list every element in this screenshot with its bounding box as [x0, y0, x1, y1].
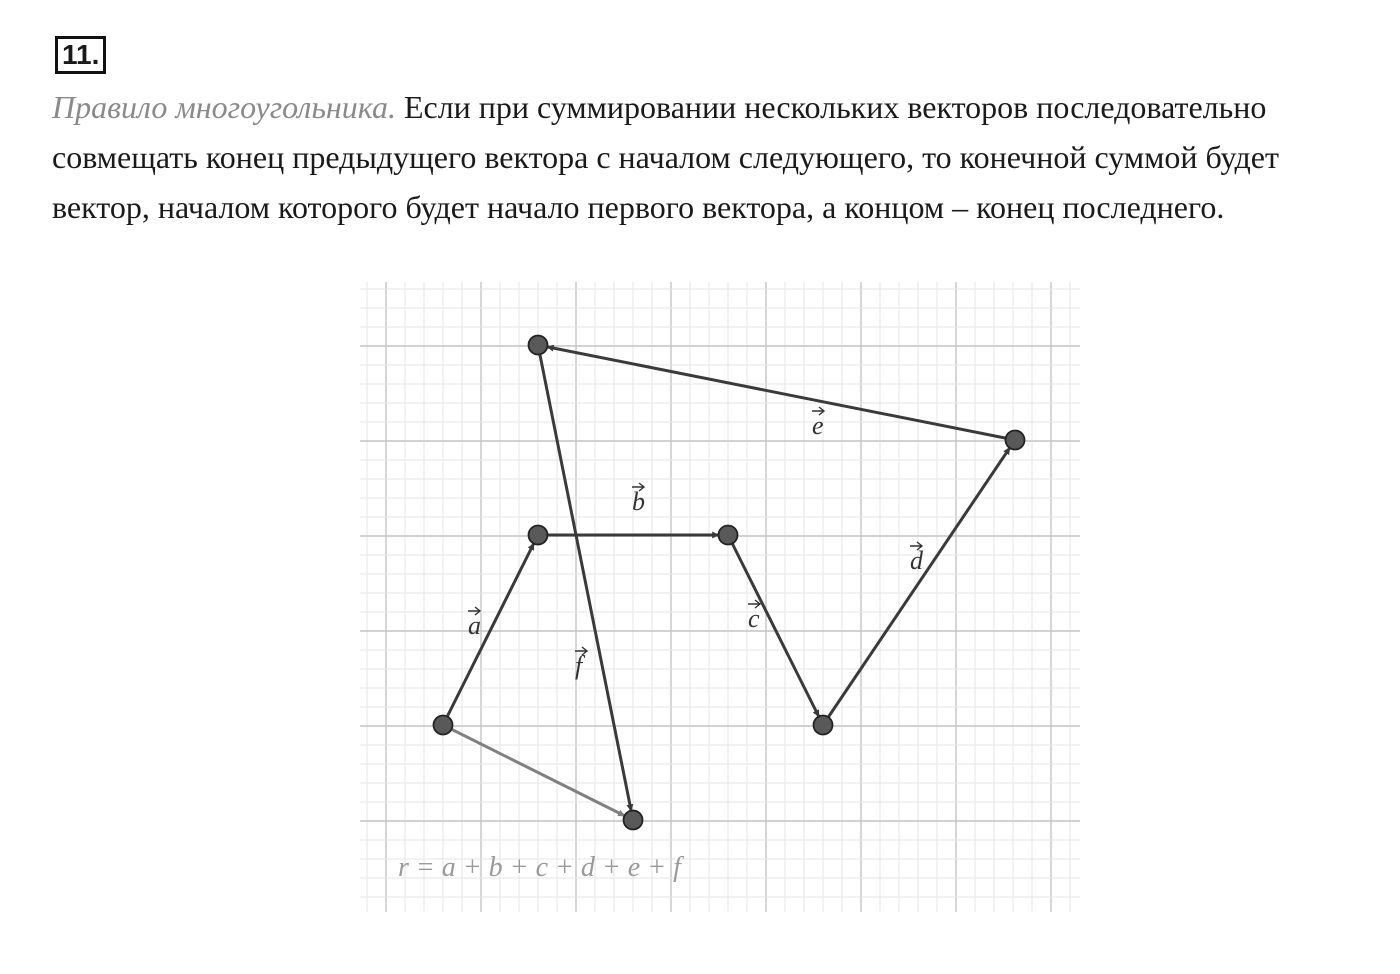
vector-sum-figure	[360, 282, 1080, 912]
vector-a	[447, 543, 534, 716]
vector-label-b: b	[632, 487, 645, 516]
vector-label-c: c	[748, 604, 760, 633]
vector-d	[828, 448, 1009, 717]
grid	[360, 282, 1080, 912]
point-f	[529, 336, 548, 355]
point-b	[529, 526, 548, 545]
vector-c	[732, 543, 819, 716]
points	[434, 336, 1025, 830]
problem-number-box	[55, 36, 106, 74]
vector-label-f: f	[575, 651, 583, 680]
point-a	[434, 716, 453, 735]
point-c	[719, 526, 738, 545]
vector-diagram	[360, 282, 1080, 912]
problem-number: 11.	[62, 39, 100, 70]
point-g	[624, 811, 643, 830]
rule-text: Если при суммировании нескольких векторов последовательно совмещать конец предыдущего вектора с началом следующего, то конечной суммой будет вектор, началом которого будет начало первого вектора, а концом – конец последнего.	[52, 89, 1279, 225]
vector-label-e: e	[812, 411, 824, 440]
rule-paragraph	[52, 82, 1352, 232]
vector-f	[540, 354, 631, 810]
vector-label-d: d	[910, 546, 923, 575]
rule-name: Правило многоугольника.	[52, 89, 396, 125]
point-e	[1006, 431, 1025, 450]
vector-label-a: a	[468, 611, 481, 640]
sum-formula: r = a + b + c + d + e + f	[398, 852, 681, 883]
point-d	[814, 716, 833, 735]
